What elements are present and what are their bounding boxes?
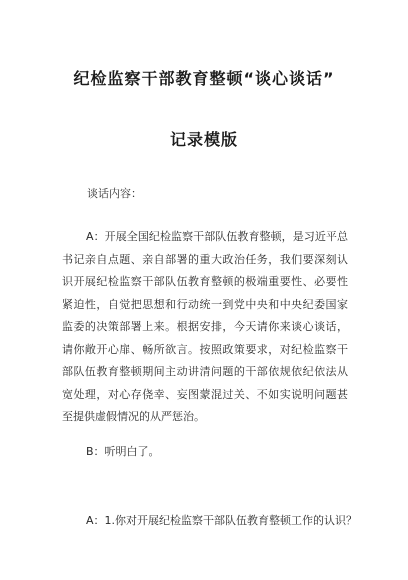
document-title-line-1: 纪检监察干部教育整顿“谈心谈话” [73,69,335,88]
paragraph-a-line: 请你敞开心扉、畅所欲言。按照政策要求，对纪检监察干 [62,342,348,356]
paragraph-a-line: A：开展全国纪检监察干部队伍教育整顿，是习近平总 [86,230,348,243]
paragraph-a-line: 监委的决策部署上来。根据安排，今天请你来谈心谈话， [62,320,348,333]
paragraph-b: B：听明白了。 [86,445,160,458]
paragraph-a-line: 紧迫性，自觉把思想和行动统一到党中央和中央纪委国家 [62,297,348,311]
paragraph-a-line: 识开展纪检监察干部队伍教育整顿的极端重要性、必要性 [62,275,348,288]
paragraph-a-line: 部队伍教育整顿期间主动讲清问题的干部依规依纪依法从 [62,365,348,378]
paragraph-a-line: 至提供虚假情况的从严惩治。 [62,410,205,423]
paragraph-a-line: 宽处理，对心存侥幸、妄图蒙混过关、不如实说明问题甚 [62,387,348,401]
question-1: A：1.你对开展纪检监察干部队伍教育整顿工作的认识？ [86,514,358,527]
section-label: 谈话内容： [87,187,142,200]
paragraph-a [62,226,348,429]
document-title-line-2: 记录模版 [169,130,238,149]
paragraph-a-line: 书记亲自点题、亲自部署的重大政治任务，我们要深刻认 [62,252,348,266]
